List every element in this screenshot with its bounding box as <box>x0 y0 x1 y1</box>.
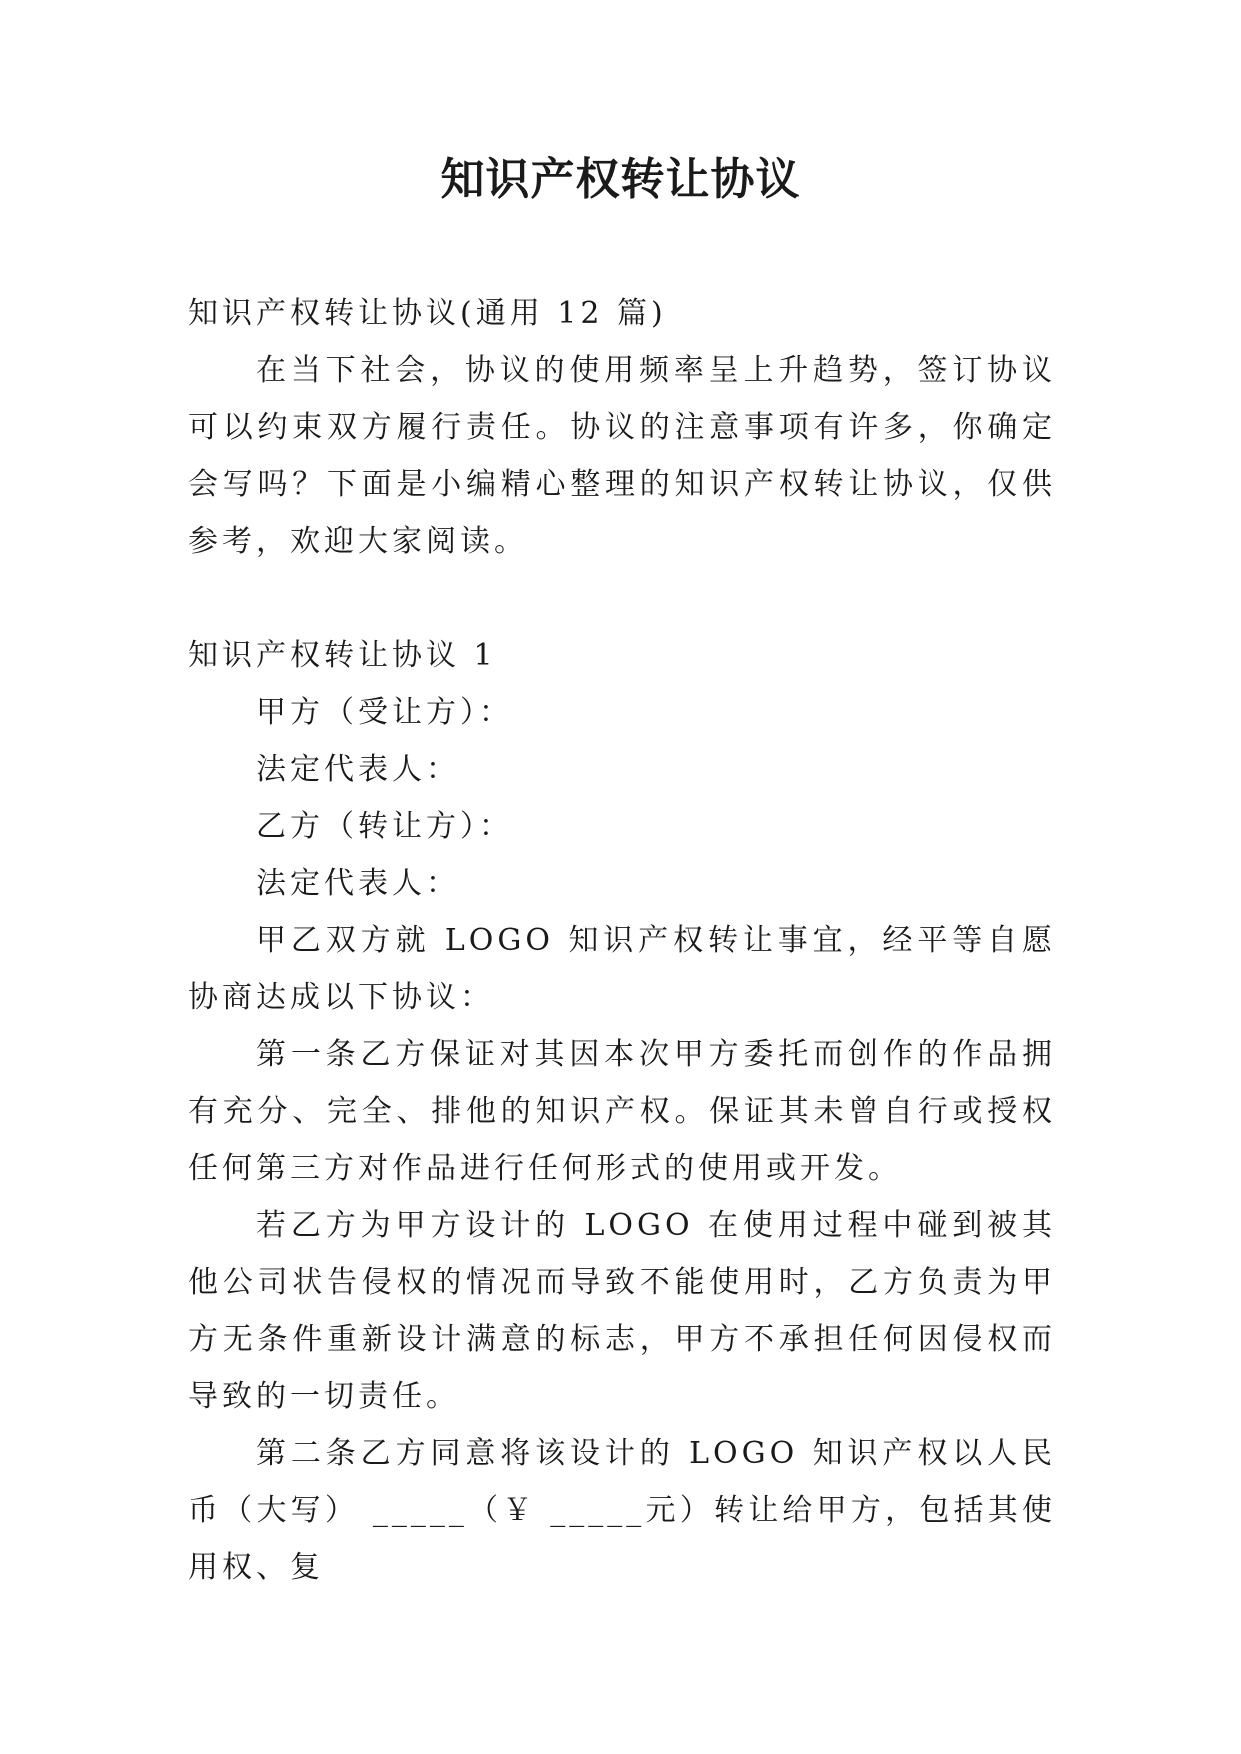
article-1-continued-paragraph: 若乙方为甲方设计的 LOGO 在使用过程中碰到被其他公司状告侵权的情况而导致不能使用时，乙方负责为甲方无条件重新设计满意的标志，甲方不承担任何因侵权而导致的一切责任。 <box>188 1208 1056 1414</box>
party-b-representative-line: 法定代表人： <box>256 866 460 901</box>
intro-paragraph: 在当下社会，协议的使用频率呈上升趋势，签订协议可以约束双方履行责任。协议的注意事项有许多，你确定会写吗？下面是小编精心整理的知识产权转让协议，仅供参考，欢迎大家阅读。 <box>188 353 1056 559</box>
party-a-representative-line: 法定代表人： <box>256 752 460 787</box>
article-1-paragraph: 第一条乙方保证对其因本次甲方委托而创作的作品拥有充分、完全、排他的知识产权。保证其未曾自行或授权任何第三方对作品进行任何形式的使用或开发。 <box>188 1037 1056 1186</box>
article-2-paragraph: 第二条乙方同意将该设计的 LOGO 知识产权以人民币（大写） _____（￥ _____元）转让给甲方，包括其使用权、复 <box>188 1436 1056 1585</box>
document-body <box>188 285 1056 1596</box>
party-b-line: 乙方（转让方）： <box>256 809 513 844</box>
section-heading: 知识产权转让协议 1 <box>188 638 497 673</box>
party-a-line: 甲方（受让方）： <box>256 695 513 730</box>
document-title: 知识产权转让协议 <box>440 154 801 205</box>
intro-heading: 知识产权转让协议(通用 12 篇) <box>188 296 667 331</box>
paragraph-spacer <box>188 570 1056 627</box>
preamble-paragraph: 甲乙双方就 LOGO 知识产权转让事宜，经平等自愿协商达成以下协议： <box>188 923 1056 1015</box>
